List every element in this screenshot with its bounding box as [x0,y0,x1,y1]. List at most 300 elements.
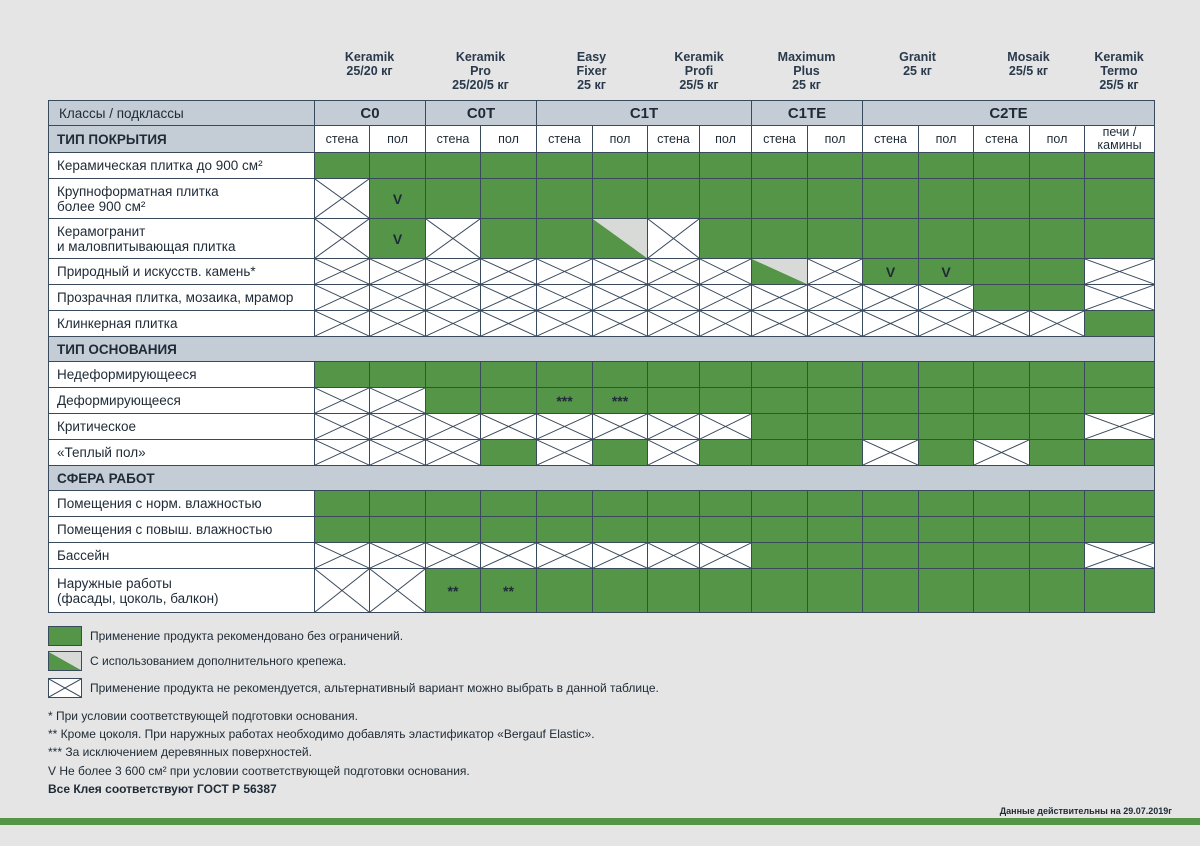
cross-icon [315,388,369,413]
cell-recommended [593,153,648,179]
product-line: 25 кг [577,78,606,92]
cell-not-recommended [700,414,752,440]
cell-not-recommended [1085,259,1155,285]
cross-icon [700,543,751,568]
row-label: Помещения с норм. влажностью [49,491,315,517]
cross-icon [315,259,369,284]
cross-icon [863,285,918,310]
cross-icon [315,440,369,465]
row-label: Керамогранит и маловпитывающая плитка [49,219,315,259]
legend-text: Применение продукта не рекомендуется, альтернативный вариант можно выбрать в данной таблице. [90,681,659,695]
cell-recommended [974,153,1030,179]
cell-not-recommended [863,285,919,311]
cross-icon [481,259,536,284]
cross-icon [648,543,699,568]
cell-not-recommended [648,414,700,440]
cell-recommended [370,153,426,179]
cross-icon [593,259,647,284]
cell-recommended [700,179,752,219]
cross-icon [537,440,592,465]
cell-recommended [1030,179,1085,219]
legend-green-swatch [48,626,82,646]
cell-not-recommended [370,285,426,311]
cross-icon [315,543,369,568]
row-label: Критическое [49,414,315,440]
cross-icon [370,414,425,439]
cell-not-recommended [1085,414,1155,440]
bottom-bar [0,818,1200,825]
product-line: Termo [1100,64,1138,78]
cross-icon [426,440,480,465]
cross-icon [863,311,918,336]
cell-recommended [808,414,863,440]
cell-not-recommended [537,259,593,285]
cell-recommended [315,517,370,543]
cell-recommended [593,440,648,466]
cell-recommended [537,517,593,543]
sub-header: стена [315,126,370,153]
cell-recommended [752,153,808,179]
product-line: 25/20/5 кг [452,78,509,92]
cell-recommended [593,491,648,517]
cell-recommended [752,491,808,517]
class-header-label: Классы / подклассы [49,101,315,126]
cell-recommended [426,491,481,517]
cell-recommended [752,362,808,388]
product-line: Keramik [674,50,724,64]
cell-not-recommended [481,259,537,285]
class-c1t: C1T [537,101,752,126]
cell-not-recommended [863,311,919,337]
cell-not-recommended [700,285,752,311]
cell-not-recommended [808,285,863,311]
cross-icon [648,285,699,310]
cell-not-recommended [648,285,700,311]
cell-recommended [1085,153,1155,179]
cell-recommended [481,517,537,543]
cell-recommended [593,388,648,414]
cell-not-recommended [315,414,370,440]
cell-not-recommended [426,311,481,337]
cross-icon [863,440,918,465]
cell-recommended [863,491,919,517]
cell-not-recommended [370,543,426,569]
cell-not-recommended [700,543,752,569]
cell-not-recommended [426,440,481,466]
cell-recommended [593,569,648,613]
cell-recommended [863,569,919,613]
cell-not-recommended [481,543,537,569]
cross-icon [700,285,751,310]
cross-icon [426,285,480,310]
cross-icon [593,543,647,568]
product-line: Plus [793,64,820,78]
cell-recommended [752,517,808,543]
cell-recommended [315,153,370,179]
cross-icon [315,414,369,439]
cell-not-recommended [426,414,481,440]
product-line: Fixer [576,64,607,78]
cell-recommended [1030,569,1085,613]
cell-recommended [974,259,1030,285]
cross-icon [808,311,862,336]
cell-not-recommended [481,285,537,311]
cell-recommended [863,414,919,440]
product-line: Easy [576,50,607,64]
cell-recommended [808,491,863,517]
product-name [1007,50,1049,78]
row-label: Бассейн [49,543,315,569]
cell-recommended [537,388,593,414]
cell-recommended [974,543,1030,569]
cell-not-recommended [315,259,370,285]
cell-recommended [752,414,808,440]
cross-icon [808,259,862,284]
cell-not-recommended [808,259,863,285]
cross-icon [426,414,480,439]
cross-icon [370,285,425,310]
product-name [1094,50,1143,92]
cell-recommended [648,388,700,414]
cell-recommended [1030,414,1085,440]
cell-recommended [808,543,863,569]
cross-icon [370,543,425,568]
cell-recommended [1085,569,1155,613]
cell-recommended [974,179,1030,219]
cell-recommended [537,491,593,517]
cell-recommended [1030,491,1085,517]
cell-not-recommended [315,179,370,219]
cell-recommended [700,569,752,613]
cell-recommended [974,285,1030,311]
row-label: «Теплый пол» [49,440,315,466]
cell-not-recommended [752,311,808,337]
cell-mark: V [392,190,403,207]
cell-not-recommended [370,440,426,466]
cell-recommended [863,517,919,543]
sub-header: стена [537,126,593,153]
footnote: V Не более 3 600 см² при условии соответствующей подготовки основания. [48,764,470,778]
product-name [345,50,394,78]
cell-recommended [1030,388,1085,414]
cell-recommended [481,362,537,388]
cross-icon [700,414,751,439]
class-c1te: C1TE [752,101,863,126]
cross-icon [315,285,369,310]
cell-recommended [426,179,481,219]
cell-not-recommended [593,311,648,337]
cell-recommended [700,517,752,543]
product-line: Profi [684,64,714,78]
cross-icon [648,311,699,336]
legend-text: Применение продукта рекомендовано без ограничений. [90,629,404,643]
row-label: Природный и искусств. камень* [49,259,315,285]
cross-icon [481,285,536,310]
cross-icon [49,679,81,697]
section-title: ТИП ОСНОВАНИЯ [49,337,1155,362]
cell-recommended [919,440,974,466]
cell-recommended [481,219,537,259]
cross-icon [752,285,807,310]
product-line: Granit [899,50,936,64]
cross-icon [919,285,973,310]
cell-recommended [593,362,648,388]
footnote: ** Кроме цоколя. При наружных работах необходимо добавлять эластификатор «Bergauf Elastic». [48,727,595,741]
product-name [778,50,836,92]
cell-recommended [1030,517,1085,543]
product-line: 25/20 кг [346,64,393,78]
cell-recommended [648,179,700,219]
cell-not-recommended [974,440,1030,466]
product-name [452,50,509,92]
cross-icon [537,311,592,336]
footnote: * При условии соответствующей подготовки основания. [48,709,358,723]
cell-recommended [1030,285,1085,311]
cell-recommended [1085,219,1155,259]
cell-recommended [426,388,481,414]
cell-recommended [700,491,752,517]
cell-recommended [481,569,537,613]
cell-not-recommended [315,569,370,613]
cell-recommended [1030,219,1085,259]
cell-recommended [752,569,808,613]
cross-icon [426,219,480,258]
cross-icon [593,311,647,336]
cell-recommended [808,219,863,259]
cross-icon [481,414,536,439]
cross-icon [315,219,369,258]
cross-icon [370,440,425,465]
compatibility-table [48,100,1155,613]
cross-icon [426,543,480,568]
cell-recommended [1030,440,1085,466]
cell-recommended [700,440,752,466]
row-label: Керамическая плитка до 900 см² [49,153,315,179]
cell-not-recommended [648,543,700,569]
cell-recommended [974,414,1030,440]
row-label: Недеформирующееся [49,362,315,388]
cell-recommended [370,491,426,517]
cell-mark: V [885,263,896,280]
cell-recommended [426,362,481,388]
footnote: *** За исключением деревянных поверхностей. [48,745,312,759]
cell-mark: *** [556,392,573,409]
cell-recommended [919,259,974,285]
cell-not-recommended [370,388,426,414]
cell-recommended [1085,491,1155,517]
product-line: Mosaik [1007,50,1050,64]
gost-note: Все Клея соответствуют ГОСТ Р 56387 [48,782,277,796]
cell-recommended [752,388,808,414]
cross-icon [1030,311,1084,336]
cell-not-recommended [426,219,481,259]
cell-recommended [974,491,1030,517]
cross-icon [1085,543,1154,568]
cell-recommended [974,388,1030,414]
cell-not-recommended [370,414,426,440]
cell-recommended [700,388,752,414]
cell-recommended [1085,362,1155,388]
cell-not-recommended [537,440,593,466]
cross-icon [593,414,647,439]
cell-not-recommended [537,543,593,569]
product-name [674,50,723,92]
cell-recommended [919,569,974,613]
section-title: СФЕРА РАБОТ [49,466,1155,491]
product-name [899,50,936,78]
product-line: Keramik [344,50,395,64]
cell-recommended [974,362,1030,388]
cross-icon [648,219,699,258]
cell-not-recommended [593,259,648,285]
cell-not-recommended [315,219,370,259]
cell-recommended [1085,517,1155,543]
cell-recommended [700,219,752,259]
sub-header: стена [863,126,919,153]
cross-icon [481,543,536,568]
cell-not-recommended [537,285,593,311]
product-line: Keramik [1094,50,1144,64]
sub-header: пол [481,126,537,153]
cell-not-recommended [648,311,700,337]
cell-recommended [974,517,1030,543]
cross-icon [537,543,592,568]
sub-header: пол [808,126,863,153]
cell-recommended [919,543,974,569]
cell-mark: ** [503,582,514,599]
cell-recommended [648,569,700,613]
sub-header: печи / камины [1085,126,1155,153]
cell-mark: *** [611,392,629,409]
cell-recommended [1085,388,1155,414]
cell-recommended [863,388,919,414]
cell-recommended [648,362,700,388]
cross-icon [370,569,425,612]
product-line: 25/5 кг [679,78,719,92]
cell-recommended [315,491,370,517]
cell-recommended [700,153,752,179]
cell-not-recommended [919,285,974,311]
cell-not-recommended [593,543,648,569]
cell-recommended [919,179,974,219]
cell-recommended [537,362,593,388]
cell-recommended [919,517,974,543]
cell-recommended [752,440,808,466]
cell-recommended [648,491,700,517]
product-line: Maximum [777,50,836,64]
cell-recommended [426,569,481,613]
cell-not-recommended [315,285,370,311]
product-line: 25 кг [903,64,932,78]
sub-header: стена [752,126,808,153]
cross-icon [1085,285,1154,310]
row-label: Наружные работы (фасады, цоколь, балкон) [49,569,315,613]
cell-recommended [919,491,974,517]
row-label: Крупноформатная плитка более 900 см² [49,179,315,219]
cell-recommended [537,569,593,613]
product-line: 25 кг [792,78,821,92]
cell-recommended [808,362,863,388]
cell-not-recommended [593,285,648,311]
product-name [577,50,607,92]
cell-recommended [1030,259,1085,285]
cell-not-recommended [700,311,752,337]
sub-header: стена [648,126,700,153]
cell-recommended [700,362,752,388]
cell-not-recommended [481,414,537,440]
cell-not-recommended [315,311,370,337]
cross-icon [370,388,425,413]
sub-header: стена [426,126,481,153]
cross-icon [315,179,369,218]
cell-not-recommended [370,569,426,613]
cell-recommended [752,219,808,259]
cell-recommended [481,179,537,219]
cross-icon [808,285,862,310]
cell-recommended [537,219,593,259]
sub-header: стена [974,126,1030,153]
row-label: Клинкерная плитка [49,311,315,337]
cell-recommended [808,388,863,414]
cross-icon [700,259,751,284]
product-line: Keramik [455,50,506,64]
cross-icon [537,259,592,284]
cell-not-recommended [1085,285,1155,311]
cell-not-recommended [1085,543,1155,569]
cell-not-recommended [315,388,370,414]
cross-icon [752,311,807,336]
cell-not-recommended [863,440,919,466]
cell-not-recommended [537,311,593,337]
cell-not-recommended [808,311,863,337]
class-c0t: C0T [426,101,537,126]
cell-recommended [1030,362,1085,388]
cross-icon [537,414,592,439]
sub-header: пол [919,126,974,153]
cell-not-recommended [648,219,700,259]
product-line: Pro [470,64,491,78]
cross-icon [315,569,369,612]
cross-icon [537,285,592,310]
cross-icon [700,311,751,336]
cell-recommended [426,517,481,543]
cell-recommended [1030,543,1085,569]
cell-recommended [919,219,974,259]
cell-not-recommended [752,285,808,311]
cell-not-recommended [315,440,370,466]
cell-recommended [808,179,863,219]
cell-recommended [648,517,700,543]
cell-not-recommended [919,311,974,337]
cell-mark: V [392,230,403,247]
cell-not-recommended [481,311,537,337]
cell-not-recommended [700,259,752,285]
cross-icon [974,440,1029,465]
cell-not-recommended [974,311,1030,337]
cross-icon [919,311,973,336]
cell-recommended [752,179,808,219]
cell-recommended [481,388,537,414]
cross-icon [1085,414,1154,439]
diagonal-half-icon [752,259,807,284]
cell-recommended [863,153,919,179]
cell-not-recommended [537,414,593,440]
cell-recommended [808,517,863,543]
sub-header: пол [700,126,752,153]
cell-with-fastener [593,219,648,259]
cross-icon [426,259,480,284]
cell-recommended [974,569,1030,613]
